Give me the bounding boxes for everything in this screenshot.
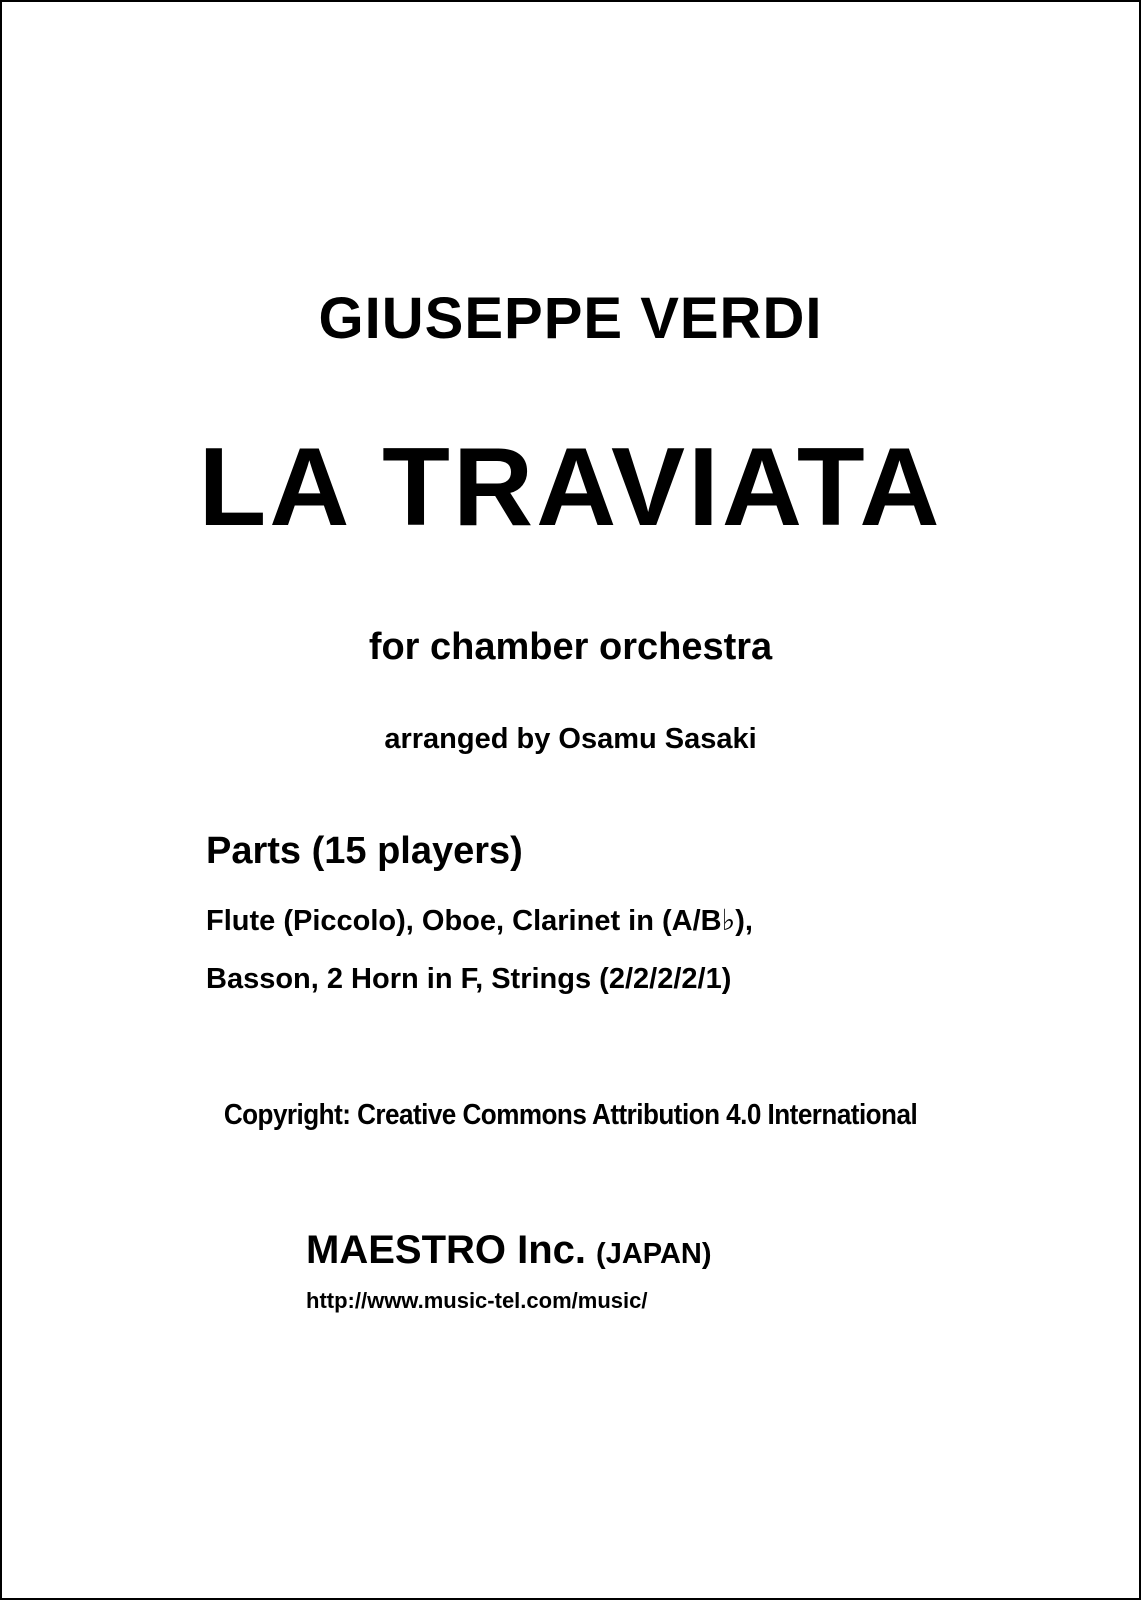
publisher-name: MAESTRO Inc.	[306, 1228, 587, 1272]
composer-name: GIUSEPPE VERDI	[318, 286, 823, 351]
instrumentation-line-2: Basson, 2 Horn in F, Strings (2/2/2/2/1)	[206, 963, 732, 995]
work-title: LA TRAVIATA	[198, 425, 943, 549]
parts-heading: Parts (15 players)	[206, 830, 523, 872]
publisher-url: http://www.music-tel.com/music/	[306, 1288, 648, 1313]
publisher-country: (JAPAN)	[596, 1238, 712, 1270]
arranger-credit: arranged by Osamu Sasaki	[384, 723, 757, 755]
instrumentation-line-1: Flute (Piccolo), Oboe, Clarinet in (A/B♭),	[206, 905, 753, 937]
copyright-notice: Copyright: Creative Commons Attribution 4.0 International	[223, 1099, 918, 1131]
work-subtitle: for chamber orchestra	[368, 626, 773, 668]
publisher-block	[306, 1230, 712, 1270]
